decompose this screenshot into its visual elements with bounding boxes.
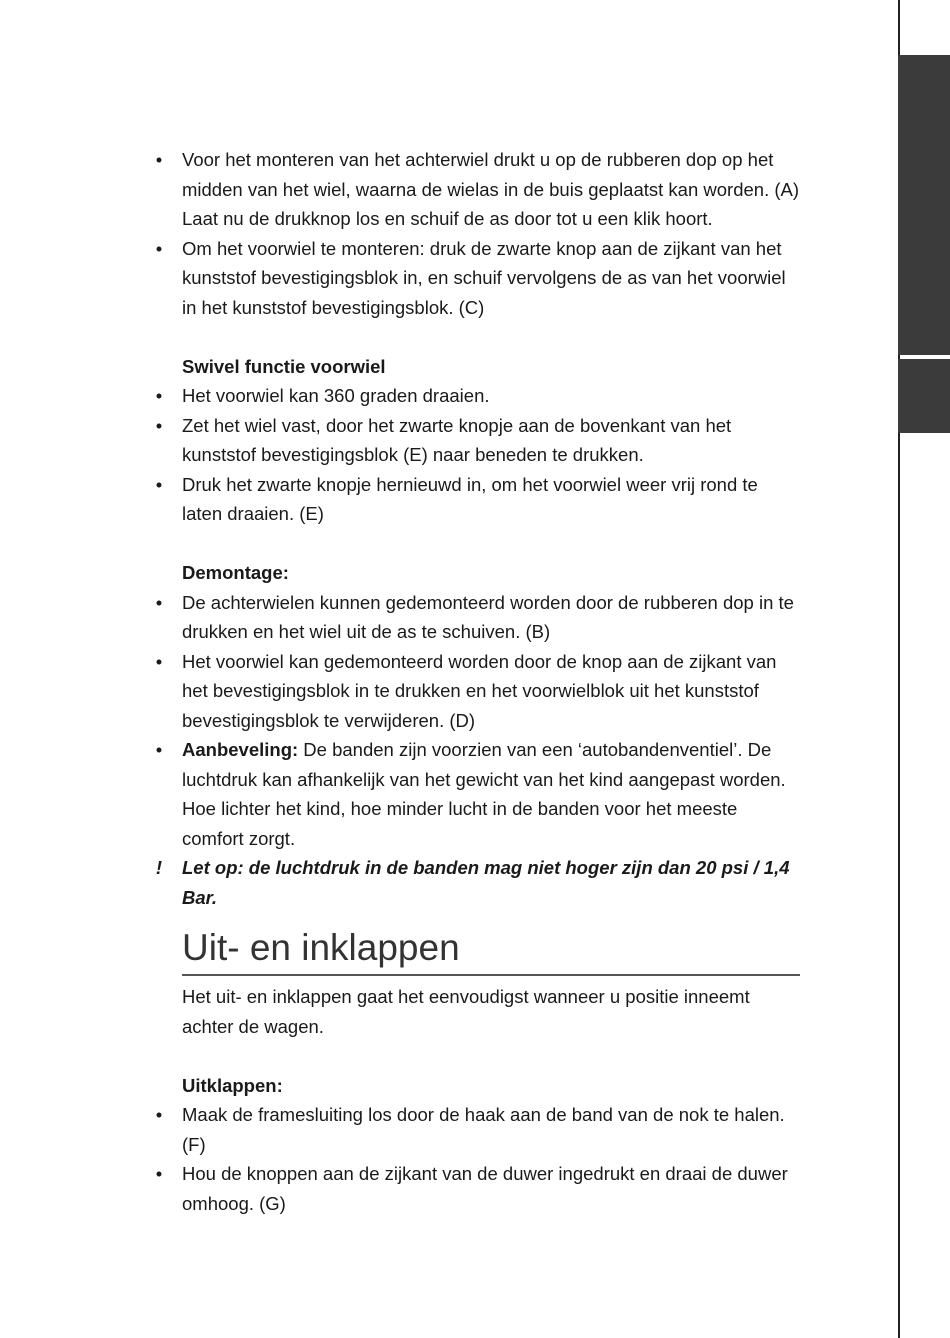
- list-item: • Druk het zwarte knopje hernieuwd in, om het voorwiel weer vrij rond te laten draaien. (E): [150, 470, 800, 529]
- list-item: • De achterwielen kunnen gedemonteerd worden door de rubberen dop in te drukken en het wiel uit de as te schuiven. (B): [150, 588, 800, 647]
- bullet-icon: •: [155, 149, 163, 170]
- bullet-icon: •: [155, 385, 163, 406]
- list-item: • Om het voorwiel te monteren: druk de zwarte knop aan de zijkant van het kunststof bevestigingsblok in, en schuif vervolgens de as van het voorwiel in het kunststof bevestigingsblok. (C): [150, 234, 800, 323]
- list-item: • Maak de framesluiting los door de haak aan de band van de nok te halen. (F): [150, 1100, 800, 1159]
- list-item: • Zet het wiel vast, door het zwarte knopje aan de bovenkant van het kunststof bevestigingsblok (E) naar beneden te drukken.: [150, 411, 800, 470]
- unfold-list: [150, 1100, 800, 1218]
- recommendation-label: Aanbeveling:: [182, 739, 299, 760]
- bullet-icon: •: [155, 650, 163, 672]
- bullet-icon: •: [155, 739, 163, 760]
- bullet-icon: •: [155, 1163, 163, 1184]
- chapter-tab-secondary: [898, 359, 950, 433]
- list-item: • Aanbeveling: De banden zijn voorzien van een ‘autobandenventiel’. De luchtdruk kan afhankelijk van het gewicht van het kind aangepast worden. Hoe lichter het kind, hoe minder lucht in de banden voor het meeste comfort zorgt.: [150, 735, 800, 853]
- bullet-icon: •: [155, 1104, 163, 1125]
- bullet-icon: •: [155, 591, 163, 613]
- warning-note: ! Let op: de luchtdruk in de banden mag niet hoger zijn dan 20 psi / 1,4 Bar.: [150, 853, 800, 912]
- chapter-tab: [898, 55, 950, 355]
- demontage-heading: Demontage:: [182, 562, 289, 583]
- bullet-icon: •: [155, 473, 163, 495]
- list-item: • Het voorwiel kan 360 graden draaien.: [150, 381, 800, 411]
- page-content: [150, 145, 800, 1218]
- warning-icon: !: [155, 857, 163, 878]
- swivel-list: [150, 381, 800, 529]
- mounting-list: [150, 145, 800, 322]
- unfold-heading: Uitklappen:: [182, 1074, 283, 1096]
- section-title: Uit- en inklappen: [182, 926, 800, 976]
- list-item: • Voor het monteren van het achterwiel drukt u op de rubberen dop op het midden van het wiel, waarna de wielas in de buis geplaatst kan worden. (A) Laat nu de drukknop los en schuif de as door tot u een klik hoort.: [150, 145, 800, 234]
- section-intro: Het uit- en inklappen gaat het eenvoudigst wanneer u positie inneemt achter de wagen.: [182, 986, 750, 1037]
- list-item: • Hou de knoppen aan de zijkant van de duwer ingedrukt en draai de duwer omhoog. (G): [150, 1159, 800, 1218]
- bullet-icon: •: [155, 414, 163, 436]
- bullet-icon: •: [155, 237, 163, 259]
- demontage-list: [150, 588, 800, 913]
- list-item: • Het voorwiel kan gedemonteerd worden door de knop aan de zijkant van het bevestigingsblok in te drukken en het voorwielblok uit het kunststof bevestigingsblok te verwijderen. (D): [150, 647, 800, 736]
- swivel-heading: Swivel functie voorwiel: [182, 355, 386, 377]
